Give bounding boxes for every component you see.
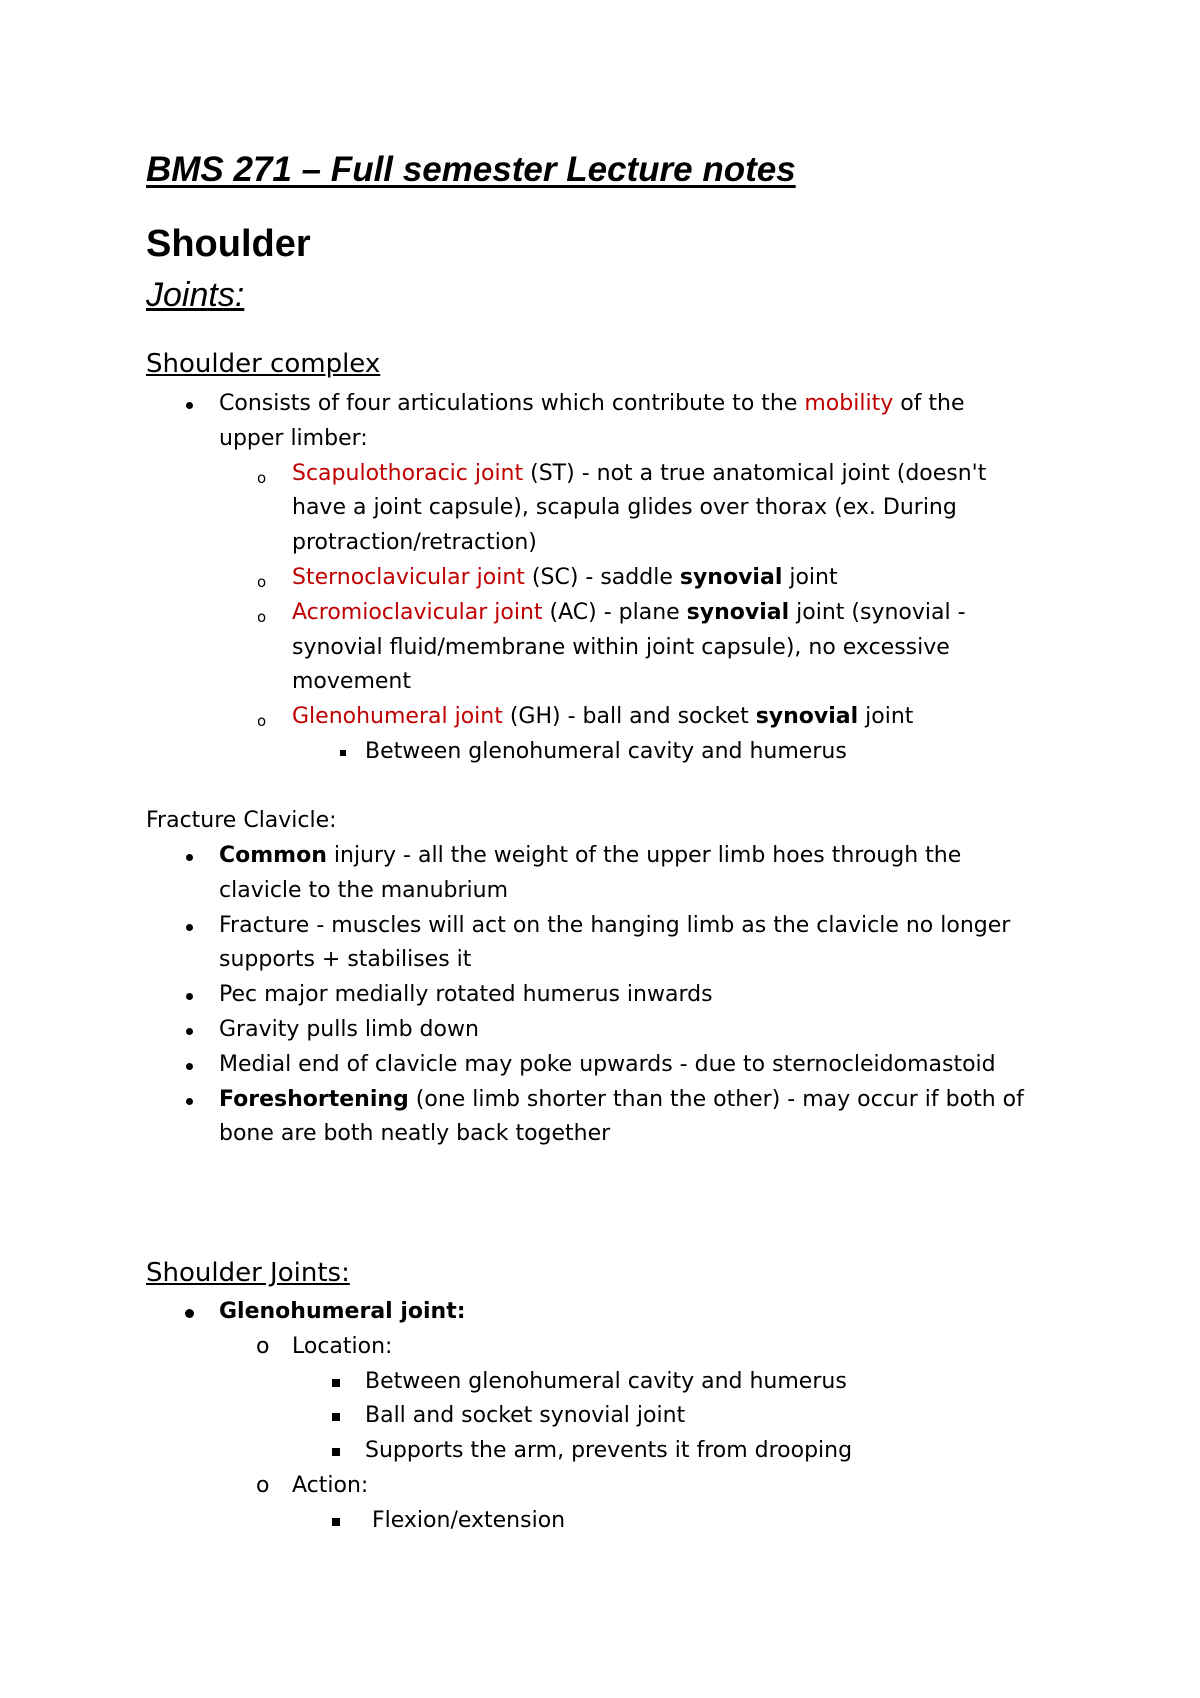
list-item-continuation xyxy=(0,526,1200,561)
bold-term: Foreshortening xyxy=(219,1086,409,1112)
item-text: supports + stabilises it xyxy=(219,947,472,973)
square-bullet-icon xyxy=(332,1379,340,1387)
list-item xyxy=(0,909,1200,944)
list-item-continuation xyxy=(0,422,1200,457)
section-heading-shoulder: Shoulder xyxy=(146,223,311,265)
item-text: protraction/retraction) xyxy=(292,530,537,556)
item-text: Flexion/extension xyxy=(365,1507,566,1533)
list-item-location xyxy=(0,1330,1200,1365)
shoulder-complex-heading: Shoulder complex xyxy=(146,349,381,379)
document-title: BMS 271 – Full semester Lecture notes xyxy=(146,150,796,189)
item-text: synovial fluid/membrane within joint capsule), no excessive xyxy=(292,634,950,660)
item-text: injury - all the weight of the upper limb hoes through the xyxy=(326,843,962,868)
item-text: joint xyxy=(782,564,838,590)
subheading-joints: Joints: xyxy=(146,276,245,314)
list-item xyxy=(0,387,1200,422)
item-text: upper limber: xyxy=(219,425,368,451)
sub-bullet-icon: o xyxy=(257,572,267,591)
ac-term: Acromioclavicular joint xyxy=(292,599,543,625)
list-item xyxy=(0,1434,1200,1469)
list-item-continuation xyxy=(0,631,1200,666)
circle-bullet-icon: o xyxy=(256,1472,270,1498)
list-item-ac xyxy=(0,596,1200,631)
item-text: Supports the arm, prevents it from drooping xyxy=(365,1438,853,1464)
item-text: Medial end of clavicle may poke upwards - due to sternocleidomastoid xyxy=(219,1051,996,1077)
bold-term: synovial xyxy=(686,599,790,625)
list-item-continuation xyxy=(0,665,1200,700)
list-item xyxy=(0,978,1200,1013)
item-text: bone are both neatly back together xyxy=(219,1121,611,1147)
item-text: Between glenohumeral cavity and humerus xyxy=(365,738,847,764)
shoulder-joints-list xyxy=(0,1295,1200,1539)
list-item xyxy=(0,1399,1200,1434)
list-item-gh xyxy=(0,700,1200,735)
item-text: (AC) - plane xyxy=(542,599,687,625)
sc-term: Sternoclavicular joint xyxy=(292,564,525,590)
bullet-icon xyxy=(186,993,193,1000)
item-text: joint xyxy=(858,704,914,730)
list-item-sc xyxy=(0,561,1200,596)
list-item xyxy=(0,1013,1200,1048)
square-bullet-icon xyxy=(332,1413,340,1421)
circle-bullet-icon: o xyxy=(256,1333,270,1359)
bold-term: synovial xyxy=(679,564,783,590)
bullet-icon xyxy=(186,1063,193,1070)
bullet-icon xyxy=(186,924,193,931)
st-term: Scapulothoracic joint xyxy=(292,460,524,486)
shoulder-joints-heading: Shoulder Joints: xyxy=(146,1258,350,1288)
item-text: joint (synovial - xyxy=(789,599,966,625)
item-text: Between glenohumeral cavity and humerus xyxy=(365,1368,847,1394)
item-text: Fracture - muscles will act on the hanging limb as the clavicle no longer xyxy=(219,912,1011,938)
item-text: have a joint capsule), scapula glides over thorax (ex. During xyxy=(292,495,957,521)
list-item xyxy=(0,1048,1200,1083)
item-text: Gravity pulls limb down xyxy=(219,1016,479,1042)
list-item-action xyxy=(0,1469,1200,1504)
item-text: clavicle to the manubrium xyxy=(219,877,509,903)
bold-term: Common xyxy=(219,843,327,868)
sub-bullet-icon: o xyxy=(257,607,267,626)
action-label: Action: xyxy=(292,1472,369,1498)
bullet-icon xyxy=(186,402,193,409)
item-text: (one limb shorter than the other) - may occur if both of xyxy=(408,1086,1024,1112)
bullet-icon xyxy=(186,1098,193,1105)
list-item-continuation xyxy=(0,874,1200,909)
bullet-icon xyxy=(186,1028,193,1035)
location-label: Location: xyxy=(292,1333,393,1359)
list-item xyxy=(0,1083,1200,1118)
bullet-icon xyxy=(186,854,193,861)
bold-term: synovial xyxy=(755,704,859,730)
glenohumeral-joint-label: Glenohumeral joint: xyxy=(219,1299,466,1324)
item-text: Consists of four articulations which contribute to the xyxy=(219,391,805,416)
item-text: Ball and socket synovial joint xyxy=(365,1403,686,1429)
shoulder-complex-list xyxy=(0,387,1200,770)
sub-bullet-icon: o xyxy=(257,468,267,487)
list-item xyxy=(0,1365,1200,1400)
item-text: of the xyxy=(893,391,965,416)
list-item xyxy=(0,839,1200,874)
list-item-st xyxy=(0,457,1200,492)
list-item-gh-sub xyxy=(0,735,1200,770)
item-text: movement xyxy=(292,669,411,695)
bullet-icon xyxy=(185,1309,194,1318)
list-item-continuation xyxy=(0,1117,1200,1152)
list-item xyxy=(0,1504,1200,1539)
square-bullet-icon xyxy=(340,750,346,756)
item-text: (GH) - ball and socket xyxy=(502,704,756,730)
list-item-glenohumeral xyxy=(0,1295,1200,1330)
list-item-continuation xyxy=(0,491,1200,526)
item-text: Pec major medially rotated humerus inwards xyxy=(219,982,713,1008)
gh-term: Glenohumeral joint xyxy=(292,704,503,730)
square-bullet-icon xyxy=(332,1448,340,1456)
fracture-clavicle-heading: Fracture Clavicle: xyxy=(146,808,337,833)
fracture-list xyxy=(0,839,1200,1152)
item-text: (ST) - not a true anatomical joint (doesn't xyxy=(523,460,987,486)
mobility-term: mobility xyxy=(804,391,894,416)
item-text: (SC) - saddle xyxy=(524,564,680,590)
square-bullet-icon xyxy=(332,1518,340,1526)
list-item-continuation xyxy=(0,943,1200,978)
sub-bullet-icon: o xyxy=(257,712,267,731)
